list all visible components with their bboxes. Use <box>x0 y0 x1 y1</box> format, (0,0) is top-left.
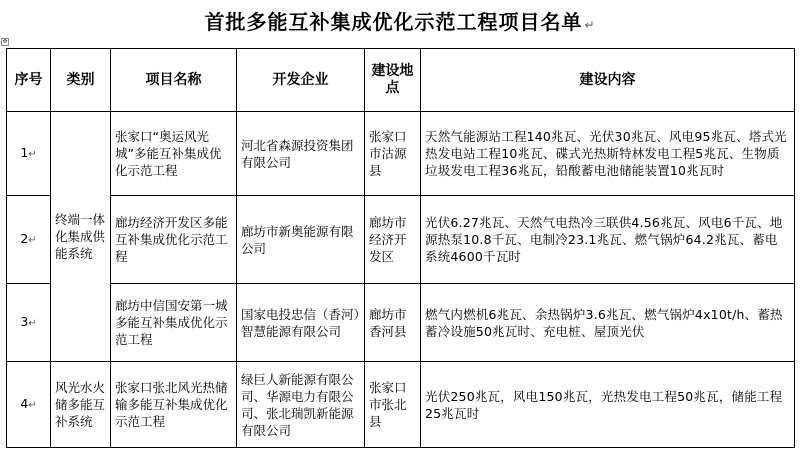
header-location: 建设地点 <box>365 49 421 112</box>
location: 张家口市张北县 <box>365 362 421 448</box>
row-number: 4↵ <box>7 362 51 448</box>
row-number: 3↵ <box>7 284 51 362</box>
build-content: 光伏250兆瓦，风电150兆瓦，光热发电工程50兆瓦，储能工程25兆瓦时 <box>421 362 795 448</box>
row-number: 1↵ <box>7 112 51 196</box>
developer: 廊坊市新奥能源有限公司 <box>237 196 365 284</box>
build-content: 光伏6.27兆瓦、天然气电热冷三联供4.56兆瓦、风电6千瓦、地源热泵10.8千瓦、电制冷23.1兆瓦、燃气锅炉64.2兆瓦、蓄电系统4600千瓦时 <box>421 196 795 284</box>
title-text: 首批多能互补集成优化示范工程项目名单 <box>204 10 583 34</box>
location: 廊坊市香河县 <box>365 284 421 362</box>
category-cell: 风光水火储多能互补系统 <box>51 362 111 448</box>
table-row <box>7 112 795 196</box>
table-anchor-icon[interactable]: ✥ <box>2 38 8 45</box>
location: 张家口市沽源县 <box>365 112 421 196</box>
build-content: 天然气能源站工程140兆瓦、光伏30兆瓦、风电95兆瓦、塔式光热发电站工程10兆瓦、碟式光热斯特林发电工程5兆瓦、生物质垃圾发电工程36兆瓦，铅酸蓄电池储能装置10兆瓦时 <box>421 112 795 196</box>
developer: 国家电投忠信（香河）智慧能源有限公司 <box>237 284 365 362</box>
table-row <box>7 284 795 362</box>
build-content: 燃气内燃机6兆瓦、余热锅炉3.6兆瓦、燃气锅炉4x10t/h、蓄热蓄冷设施50兆瓦时、充电桩、屋顶光伏 <box>421 284 795 362</box>
table-row <box>7 196 795 284</box>
location: 廊坊市经济开发区 <box>365 196 421 284</box>
developer: 河北省森源投资集团有限公司 <box>237 112 365 196</box>
project-name: 廊坊中信国安第一城多能互补集成优化示范工程 <box>111 284 237 362</box>
page-title <box>0 6 800 35</box>
row-number: 2↵ <box>7 196 51 284</box>
table-row <box>7 362 795 448</box>
header-category: 类别 <box>51 49 111 112</box>
project-name: 廊坊经济开发区多能互补集成优化示范工程 <box>111 196 237 284</box>
paragraph-mark-icon: ↵ <box>584 18 596 32</box>
developer: 绿巨人新能源有限公司、华源电力有限公司、张北瑞凯新能源有限公司 <box>237 362 365 448</box>
header-name: 项目名称 <box>111 49 237 112</box>
category-cell: 终端一体化集成供能系统 <box>51 112 111 362</box>
project-table <box>6 48 795 448</box>
header-row <box>7 49 795 112</box>
header-developer: 开发企业 <box>237 49 365 112</box>
project-name: 张家口“奥运风光城”多能互补集成优化示范工程 <box>111 112 237 196</box>
header-content: 建设内容 <box>421 49 795 112</box>
header-no: 序号 <box>7 49 51 112</box>
project-name: 张家口张北风光热储输多能互补集成优化示范工程 <box>111 362 237 448</box>
